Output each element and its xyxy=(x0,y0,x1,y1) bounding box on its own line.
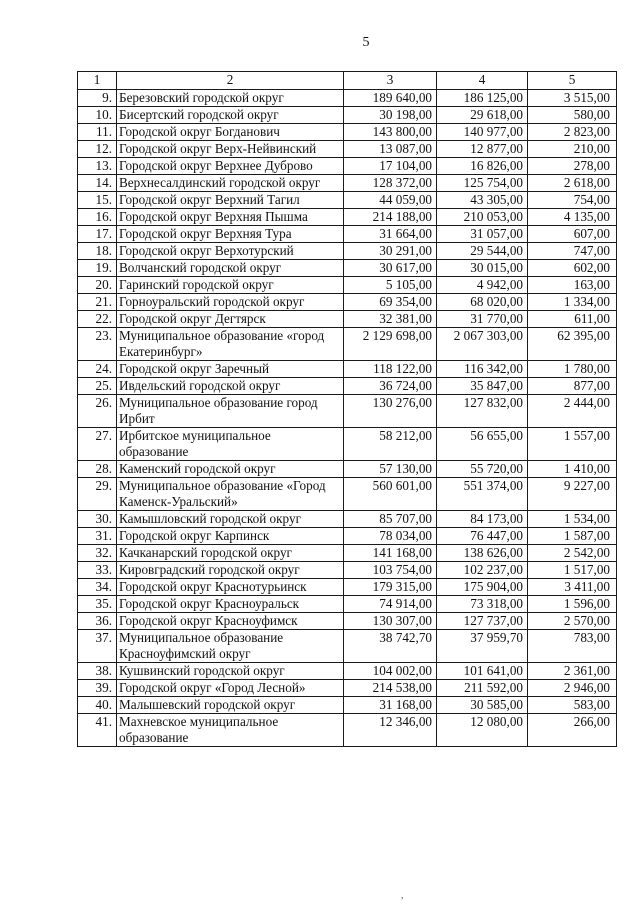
value-column-5: 877,00 xyxy=(528,378,617,395)
value-column-3: 12 346,00 xyxy=(344,714,437,747)
table-row xyxy=(78,579,617,596)
value-column-4: 127 737,00 xyxy=(437,613,528,630)
value-column-3: 179 315,00 xyxy=(344,579,437,596)
table-row xyxy=(78,311,617,328)
value-column-3: 74 914,00 xyxy=(344,596,437,613)
table-row xyxy=(78,613,617,630)
row-number: 31. xyxy=(78,528,117,545)
row-number: 9. xyxy=(78,90,117,107)
row-number: 16. xyxy=(78,209,117,226)
municipality-name: Гаринский городской округ xyxy=(117,277,344,294)
value-column-5: 1 334,00 xyxy=(528,294,617,311)
table-row xyxy=(78,260,617,277)
value-column-5: 580,00 xyxy=(528,107,617,124)
table-row xyxy=(78,243,617,260)
value-column-4: 37 959,70 xyxy=(437,630,528,663)
value-column-3: 69 354,00 xyxy=(344,294,437,311)
value-column-5: 783,00 xyxy=(528,630,617,663)
table-row xyxy=(78,90,617,107)
value-column-3: 31 168,00 xyxy=(344,697,437,714)
value-column-3: 38 742,70 xyxy=(344,630,437,663)
value-column-4: 186 125,00 xyxy=(437,90,528,107)
value-column-5: 1 780,00 xyxy=(528,361,617,378)
value-column-3: 214 538,00 xyxy=(344,680,437,697)
municipality-name: Кушвинский городской округ xyxy=(117,663,344,680)
value-column-3: 118 122,00 xyxy=(344,361,437,378)
value-column-5: 1 410,00 xyxy=(528,461,617,478)
row-number: 13. xyxy=(78,158,117,175)
value-column-5: 210,00 xyxy=(528,141,617,158)
row-number: 14. xyxy=(78,175,117,192)
row-number: 37. xyxy=(78,630,117,663)
row-number: 33. xyxy=(78,562,117,579)
table-row xyxy=(78,226,617,243)
table-row xyxy=(78,395,617,428)
value-column-3: 103 754,00 xyxy=(344,562,437,579)
value-column-4: 210 053,00 xyxy=(437,209,528,226)
value-column-3: 58 212,00 xyxy=(344,428,437,461)
table-row xyxy=(78,596,617,613)
value-column-3: 5 105,00 xyxy=(344,277,437,294)
value-column-5: 1 557,00 xyxy=(528,428,617,461)
row-number: 35. xyxy=(78,596,117,613)
value-column-3: 141 168,00 xyxy=(344,545,437,562)
row-number: 34. xyxy=(78,579,117,596)
value-column-5: 62 395,00 xyxy=(528,328,617,361)
value-column-4: 125 754,00 xyxy=(437,175,528,192)
value-column-3: 44 059,00 xyxy=(344,192,437,209)
municipality-name: Городской округ Карпинск xyxy=(117,528,344,545)
value-column-5: 4 135,00 xyxy=(528,209,617,226)
municipality-name: Городской округ Заречный xyxy=(117,361,344,378)
row-number: 19. xyxy=(78,260,117,277)
value-column-4: 175 904,00 xyxy=(437,579,528,596)
value-column-3: 189 640,00 xyxy=(344,90,437,107)
value-column-4: 43 305,00 xyxy=(437,192,528,209)
column-header-name: 2 xyxy=(117,72,344,90)
row-number: 39. xyxy=(78,680,117,697)
municipality-name: Волчанский городской округ xyxy=(117,260,344,277)
value-column-4: 55 720,00 xyxy=(437,461,528,478)
row-number: 22. xyxy=(78,311,117,328)
value-column-3: 143 800,00 xyxy=(344,124,437,141)
value-column-4: 116 342,00 xyxy=(437,361,528,378)
table-row xyxy=(78,528,617,545)
value-column-4: 56 655,00 xyxy=(437,428,528,461)
value-column-4: 140 977,00 xyxy=(437,124,528,141)
value-column-4: 35 847,00 xyxy=(437,378,528,395)
municipality-name: Городской округ Красноуральск xyxy=(117,596,344,613)
value-column-5: 754,00 xyxy=(528,192,617,209)
row-number: 36. xyxy=(78,613,117,630)
value-column-5: 3 515,00 xyxy=(528,90,617,107)
table-row xyxy=(78,511,617,528)
municipality-name: Муниципальное образование «город Екатеринбург» xyxy=(117,328,344,361)
value-column-4: 16 826,00 xyxy=(437,158,528,175)
municipality-name: Городской округ Верхотурский xyxy=(117,243,344,260)
municipality-name: Городской округ «Город Лесной» xyxy=(117,680,344,697)
column-header-number: 1 xyxy=(78,72,117,90)
municipality-name: Березовский городской округ xyxy=(117,90,344,107)
row-number: 41. xyxy=(78,714,117,747)
row-number: 30. xyxy=(78,511,117,528)
value-column-5: 163,00 xyxy=(528,277,617,294)
value-column-3: 36 724,00 xyxy=(344,378,437,395)
municipality-name: Махневское муниципальное образование xyxy=(117,714,344,747)
value-column-5: 278,00 xyxy=(528,158,617,175)
value-column-4: 4 942,00 xyxy=(437,277,528,294)
value-column-5: 9 227,00 xyxy=(528,478,617,511)
value-column-4: 30 585,00 xyxy=(437,697,528,714)
value-column-5: 2 823,00 xyxy=(528,124,617,141)
value-column-4: 211 592,00 xyxy=(437,680,528,697)
table-row xyxy=(78,630,617,663)
value-column-3: 17 104,00 xyxy=(344,158,437,175)
table-row xyxy=(78,714,617,747)
table-row xyxy=(78,141,617,158)
row-number: 17. xyxy=(78,226,117,243)
row-number: 38. xyxy=(78,663,117,680)
row-number: 24. xyxy=(78,361,117,378)
table-header-row xyxy=(78,72,617,90)
value-column-5: 607,00 xyxy=(528,226,617,243)
table-row xyxy=(78,192,617,209)
table-row xyxy=(78,680,617,697)
row-number: 23. xyxy=(78,328,117,361)
value-column-4: 76 447,00 xyxy=(437,528,528,545)
value-column-3: 214 188,00 xyxy=(344,209,437,226)
value-column-5: 611,00 xyxy=(528,311,617,328)
value-column-3: 30 617,00 xyxy=(344,260,437,277)
municipality-name: Городской округ Красноуфимск xyxy=(117,613,344,630)
table-row xyxy=(78,209,617,226)
page-number: 5 xyxy=(362,35,370,50)
value-column-4: 73 318,00 xyxy=(437,596,528,613)
row-number: 15. xyxy=(78,192,117,209)
value-column-4: 30 015,00 xyxy=(437,260,528,277)
value-column-3: 85 707,00 xyxy=(344,511,437,528)
table-row xyxy=(78,277,617,294)
table-row xyxy=(78,378,617,395)
value-column-4: 29 618,00 xyxy=(437,107,528,124)
row-number: 32. xyxy=(78,545,117,562)
municipality-name: Городской округ Дегтярск xyxy=(117,311,344,328)
table-body xyxy=(78,90,617,747)
table-row xyxy=(78,461,617,478)
value-column-4: 102 237,00 xyxy=(437,562,528,579)
row-number: 18. xyxy=(78,243,117,260)
municipality-name: Качканарский городской округ xyxy=(117,545,344,562)
value-column-4: 127 832,00 xyxy=(437,395,528,428)
municipality-name: Каменский городской округ xyxy=(117,461,344,478)
municipality-name: Городской округ Краснотурьинск xyxy=(117,579,344,596)
municipality-name: Муниципальное образование город Ирбит xyxy=(117,395,344,428)
municipality-name: Ивдельский городской округ xyxy=(117,378,344,395)
table-row xyxy=(78,158,617,175)
municipality-name: Верхнесалдинский городской округ xyxy=(117,175,344,192)
table-row xyxy=(78,478,617,511)
municipality-name: Кировградский городской округ xyxy=(117,562,344,579)
table-row xyxy=(78,328,617,361)
municipality-name: Городской округ Богданович xyxy=(117,124,344,141)
value-column-4: 2 067 303,00 xyxy=(437,328,528,361)
value-column-3: 130 307,00 xyxy=(344,613,437,630)
value-column-3: 128 372,00 xyxy=(344,175,437,192)
column-header-3: 3 xyxy=(344,72,437,90)
table-row xyxy=(78,697,617,714)
table-row xyxy=(78,663,617,680)
value-column-5: 747,00 xyxy=(528,243,617,260)
municipality-name: Городской округ Верхняя Тура xyxy=(117,226,344,243)
column-header-4: 4 xyxy=(437,72,528,90)
value-column-3: 130 276,00 xyxy=(344,395,437,428)
row-number: 40. xyxy=(78,697,117,714)
value-column-5: 602,00 xyxy=(528,260,617,277)
value-column-3: 57 130,00 xyxy=(344,461,437,478)
value-column-5: 266,00 xyxy=(528,714,617,747)
value-column-4: 138 626,00 xyxy=(437,545,528,562)
value-column-5: 2 444,00 xyxy=(528,395,617,428)
row-number: 28. xyxy=(78,461,117,478)
value-column-5: 3 411,00 xyxy=(528,579,617,596)
table-row xyxy=(78,562,617,579)
value-column-3: 560 601,00 xyxy=(344,478,437,511)
value-column-5: 2 618,00 xyxy=(528,175,617,192)
value-column-4: 31 057,00 xyxy=(437,226,528,243)
value-column-5: 2 570,00 xyxy=(528,613,617,630)
value-column-4: 29 544,00 xyxy=(437,243,528,260)
table-row xyxy=(78,361,617,378)
value-column-4: 84 173,00 xyxy=(437,511,528,528)
value-column-3: 30 291,00 xyxy=(344,243,437,260)
column-header-5: 5 xyxy=(528,72,617,90)
row-number: 20. xyxy=(78,277,117,294)
value-column-5: 583,00 xyxy=(528,697,617,714)
value-column-4: 12 080,00 xyxy=(437,714,528,747)
row-number: 11. xyxy=(78,124,117,141)
row-number: 26. xyxy=(78,395,117,428)
value-column-5: 2 946,00 xyxy=(528,680,617,697)
municipality-name: Городской округ Верхнее Дуброво xyxy=(117,158,344,175)
row-number: 29. xyxy=(78,478,117,511)
value-column-5: 1 587,00 xyxy=(528,528,617,545)
value-column-4: 68 020,00 xyxy=(437,294,528,311)
value-column-5: 2 542,00 xyxy=(528,545,617,562)
value-column-5: 2 361,00 xyxy=(528,663,617,680)
municipality-name: Ирбитское муниципальное образование xyxy=(117,428,344,461)
budget-table xyxy=(77,71,617,747)
row-number: 27. xyxy=(78,428,117,461)
value-column-3: 78 034,00 xyxy=(344,528,437,545)
value-column-5: 1 596,00 xyxy=(528,596,617,613)
value-column-3: 30 198,00 xyxy=(344,107,437,124)
value-column-4: 31 770,00 xyxy=(437,311,528,328)
row-number: 10. xyxy=(78,107,117,124)
value-column-3: 13 087,00 xyxy=(344,141,437,158)
table-row xyxy=(78,545,617,562)
value-column-3: 32 381,00 xyxy=(344,311,437,328)
value-column-4: 551 374,00 xyxy=(437,478,528,511)
municipality-name: Городской округ Верх-Нейвинский xyxy=(117,141,344,158)
municipality-name: Горноуральский городской округ xyxy=(117,294,344,311)
value-column-3: 2 129 698,00 xyxy=(344,328,437,361)
row-number: 21. xyxy=(78,294,117,311)
table-row xyxy=(78,175,617,192)
municipality-name: Муниципальное образование «Город Каменск-Уральский» xyxy=(117,478,344,511)
row-number: 25. xyxy=(78,378,117,395)
scan-mark: , xyxy=(401,890,404,901)
value-column-4: 101 641,00 xyxy=(437,663,528,680)
value-column-3: 104 002,00 xyxy=(344,663,437,680)
value-column-5: 1 534,00 xyxy=(528,511,617,528)
table-row xyxy=(78,107,617,124)
municipality-name: Малышевский городской округ xyxy=(117,697,344,714)
municipality-name: Камышловский городской округ xyxy=(117,511,344,528)
municipality-name: Городской округ Верхний Тагил xyxy=(117,192,344,209)
value-column-5: 1 517,00 xyxy=(528,562,617,579)
value-column-4: 12 877,00 xyxy=(437,141,528,158)
table-row xyxy=(78,428,617,461)
table-row xyxy=(78,294,617,311)
municipality-name: Бисертский городской округ xyxy=(117,107,344,124)
table-row xyxy=(78,124,617,141)
municipality-name: Городской округ Верхняя Пышма xyxy=(117,209,344,226)
row-number: 12. xyxy=(78,141,117,158)
value-column-3: 31 664,00 xyxy=(344,226,437,243)
municipality-name: Муниципальное образование Красноуфимский округ xyxy=(117,630,344,663)
